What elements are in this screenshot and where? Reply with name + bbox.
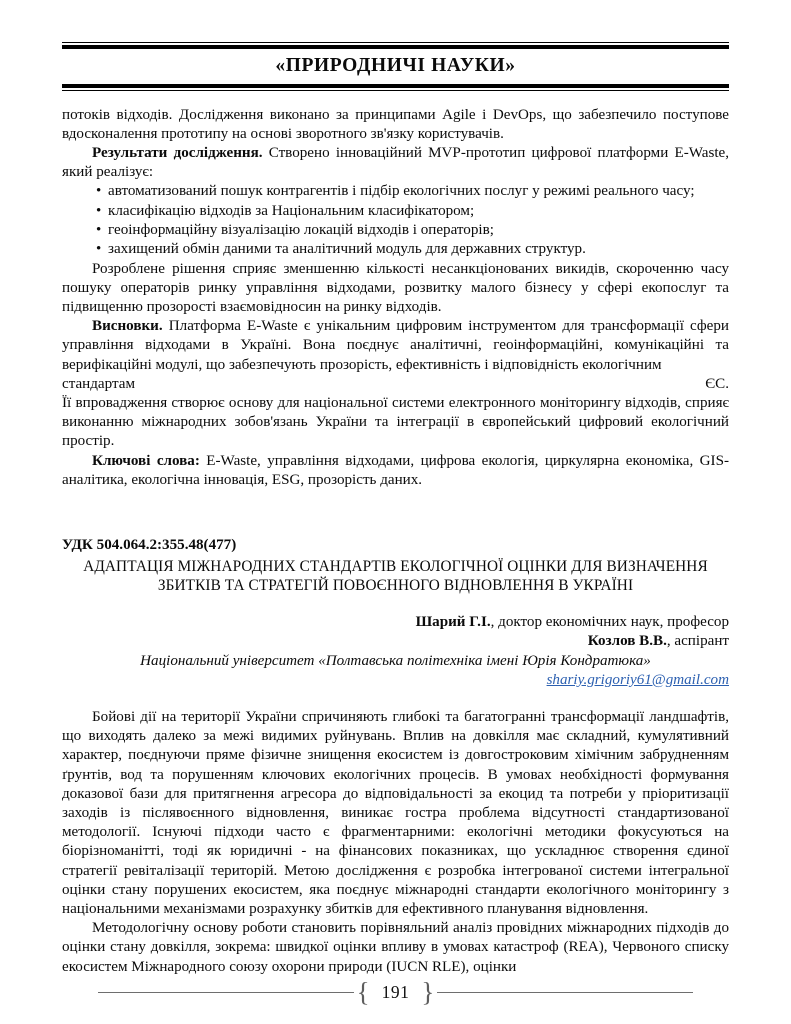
keywords-label: Ключові слова: xyxy=(92,452,200,469)
conclusions-label: Висновки. xyxy=(92,318,163,335)
results-text: Створено інноваційний MVP-прототип цифрової платформи E-Waste, який реалізує: xyxy=(62,144,729,181)
author-entry-1 xyxy=(62,613,729,632)
list-item xyxy=(62,202,729,221)
header-rule-thin-bottom xyxy=(62,90,729,91)
conclusions-stretch-left: стандартам xyxy=(62,375,136,392)
brace-right-icon: } xyxy=(421,977,435,1007)
list-item-label: захищений обмін даними та аналітичний модуль для державних структур. xyxy=(108,241,586,258)
bullet-icon: • xyxy=(96,241,102,258)
author-1-degree: , доктор економічних наук, професор xyxy=(490,613,729,630)
conclusions-paragraph-2: Її впровадження створює основу для національної системи електронного моніторингу відходів, сприяє виконанню міжнародних зобов'язань України та інтеграції в європейський цифровий екологічний простір. xyxy=(62,394,729,450)
results-bullet-list xyxy=(62,182,729,259)
conclusions-stretched-line xyxy=(62,375,729,394)
keywords-paragraph xyxy=(62,452,729,490)
journal-title: «ПРИРОДНИЧІ НАУКИ» xyxy=(275,55,516,76)
conclusions-paragraph xyxy=(62,317,729,375)
list-item xyxy=(62,221,729,240)
results-label: Результати дослідження. xyxy=(92,144,263,161)
list-item xyxy=(62,240,729,259)
abstract-section xyxy=(62,106,729,490)
list-item xyxy=(62,182,729,201)
article-title-line-1: АДАПТАЦІЯ МІЖНАРОДНИХ СТАНДАРТІВ ЕКОЛОГІЧНОЇ ОЦІНКИ ДЛЯ ВИЗНАЧЕННЯ xyxy=(83,557,708,575)
author-2-name: Козлов В.В. xyxy=(587,633,667,650)
impact-paragraph: Розроблене рішення сприяє зменшенню кількості несанкціонованих викидів, скороченню часу пошуку операторів ринку управління відходами, розвитку малого бізнесу у сфері екопослуг та підвищенню прозорості взаємовідносин на ринку відходів. xyxy=(62,260,729,315)
bullet-icon: • xyxy=(96,202,102,219)
abstract-continuation: потоків відходів. Дослідження виконано за принципами Agile і DevOps, що забезпечило поступове вдосконалення прототипу на основі зворотного зв'язку користувачів. xyxy=(62,106,729,142)
keywords-text: E-Waste, управління відходами, цифрова екологія, циркулярна економіка, GIS-аналітика, екологічна інновація, ESG, прозорість даних. xyxy=(62,452,729,488)
udc-code: УДК 504.064.2:355.48(477) xyxy=(62,536,237,553)
author-2-degree: , аспірант xyxy=(666,633,729,650)
page-footer xyxy=(0,979,791,1006)
brace-left-icon: { xyxy=(356,977,370,1007)
author-list xyxy=(62,613,729,652)
bullet-icon: • xyxy=(96,221,102,238)
page-title xyxy=(62,557,729,596)
body-paragraph-1: Бойові дії на території України спричиняють глибокі та багатогранні трансформації ландшафтів, що виходять далеко за межі видимих руйнувань. Вплив на довкілля має складний, кумулятивний характер, поєднуючи пряме фізичне знищення екосистем із довгостроковим хімічним забрудненням ґрунтів, вод та порушенням ключових екологічних процесів. В умовах необхідності формування доказової бази для притягнення агресора до відповідальності за екоцид та потреби у пріоритизації заходів із післявоєнного відновлення, виникає гостра проблема відсутності стандартизованої методології. Існуючі підходи часто є фрагментарними: екологічні методики фокусуються на біорізноманітті, тоді як юридичні - на фінансових показниках, що ускладнює створення єдиної стратегії ревіталізації територій. Метою дослідження є розробка інтегрованої системи інтегральної оцінки стану порушених екосистем, яка поєднує міжнародні стандарти екологічного моніторингу з національними механізмами розрахунку збитків для ефективного планування відновлення. xyxy=(62,708,729,917)
page-number: 191 xyxy=(381,982,410,1002)
email-line xyxy=(62,671,729,689)
results-paragraph xyxy=(62,144,729,182)
conclusions-stretch-right: ЄС. xyxy=(705,375,729,392)
running-head xyxy=(62,0,729,91)
bullet-icon: • xyxy=(96,183,102,200)
affiliation: Національний університет «Полтавська політехніка імені Юрія Кондратюка» xyxy=(140,652,651,669)
article-body xyxy=(62,708,729,977)
author-email-link[interactable]: shariy.grigoriy61@gmail.com xyxy=(546,671,729,688)
list-item-label: класифікацію відходів за Національним класифікатором; xyxy=(108,202,475,219)
body-paragraph-2: Методологічну основу роботи становить порівняльний аналіз провідних міжнародних підходів до оцінки стану довкілля, зокрема: швидкої оцінки впливу в умовах катастроф (REA), Червоного списку екосистем Міжнародного союзу охорони природи (IUCN RLE), оцінки xyxy=(62,920,729,975)
author-entry-2 xyxy=(62,632,729,651)
author-1-name: Шарий Г.І. xyxy=(415,613,491,630)
footer-rule-right xyxy=(437,992,693,993)
article-title-line-2: ЗБИТКІВ ТА СТРАТЕГІЙ ПОВОЄННОГО ВІДНОВЛЕННЯ В УКРАЇНІ xyxy=(157,577,634,595)
article-header xyxy=(62,536,729,689)
conclusions-text: Платформа E-Waste є унікальним цифровим інструментом для трансформації сфери управління відходами в Україні. Вона поєднує аналітичні, геоінформаційні, комунікаційні та верифікаційні модулі, що забезпечують прозорість, ефективність і відповідність екологічним xyxy=(62,318,729,373)
footer-rule-left xyxy=(98,992,354,993)
list-item-label: автоматизований пошук контрагентів і підбір екологічних послуг у режимі реального часу; xyxy=(108,183,695,200)
list-item-label: геоінформаційну візуалізацію локацій відходів і операторів; xyxy=(108,221,494,238)
